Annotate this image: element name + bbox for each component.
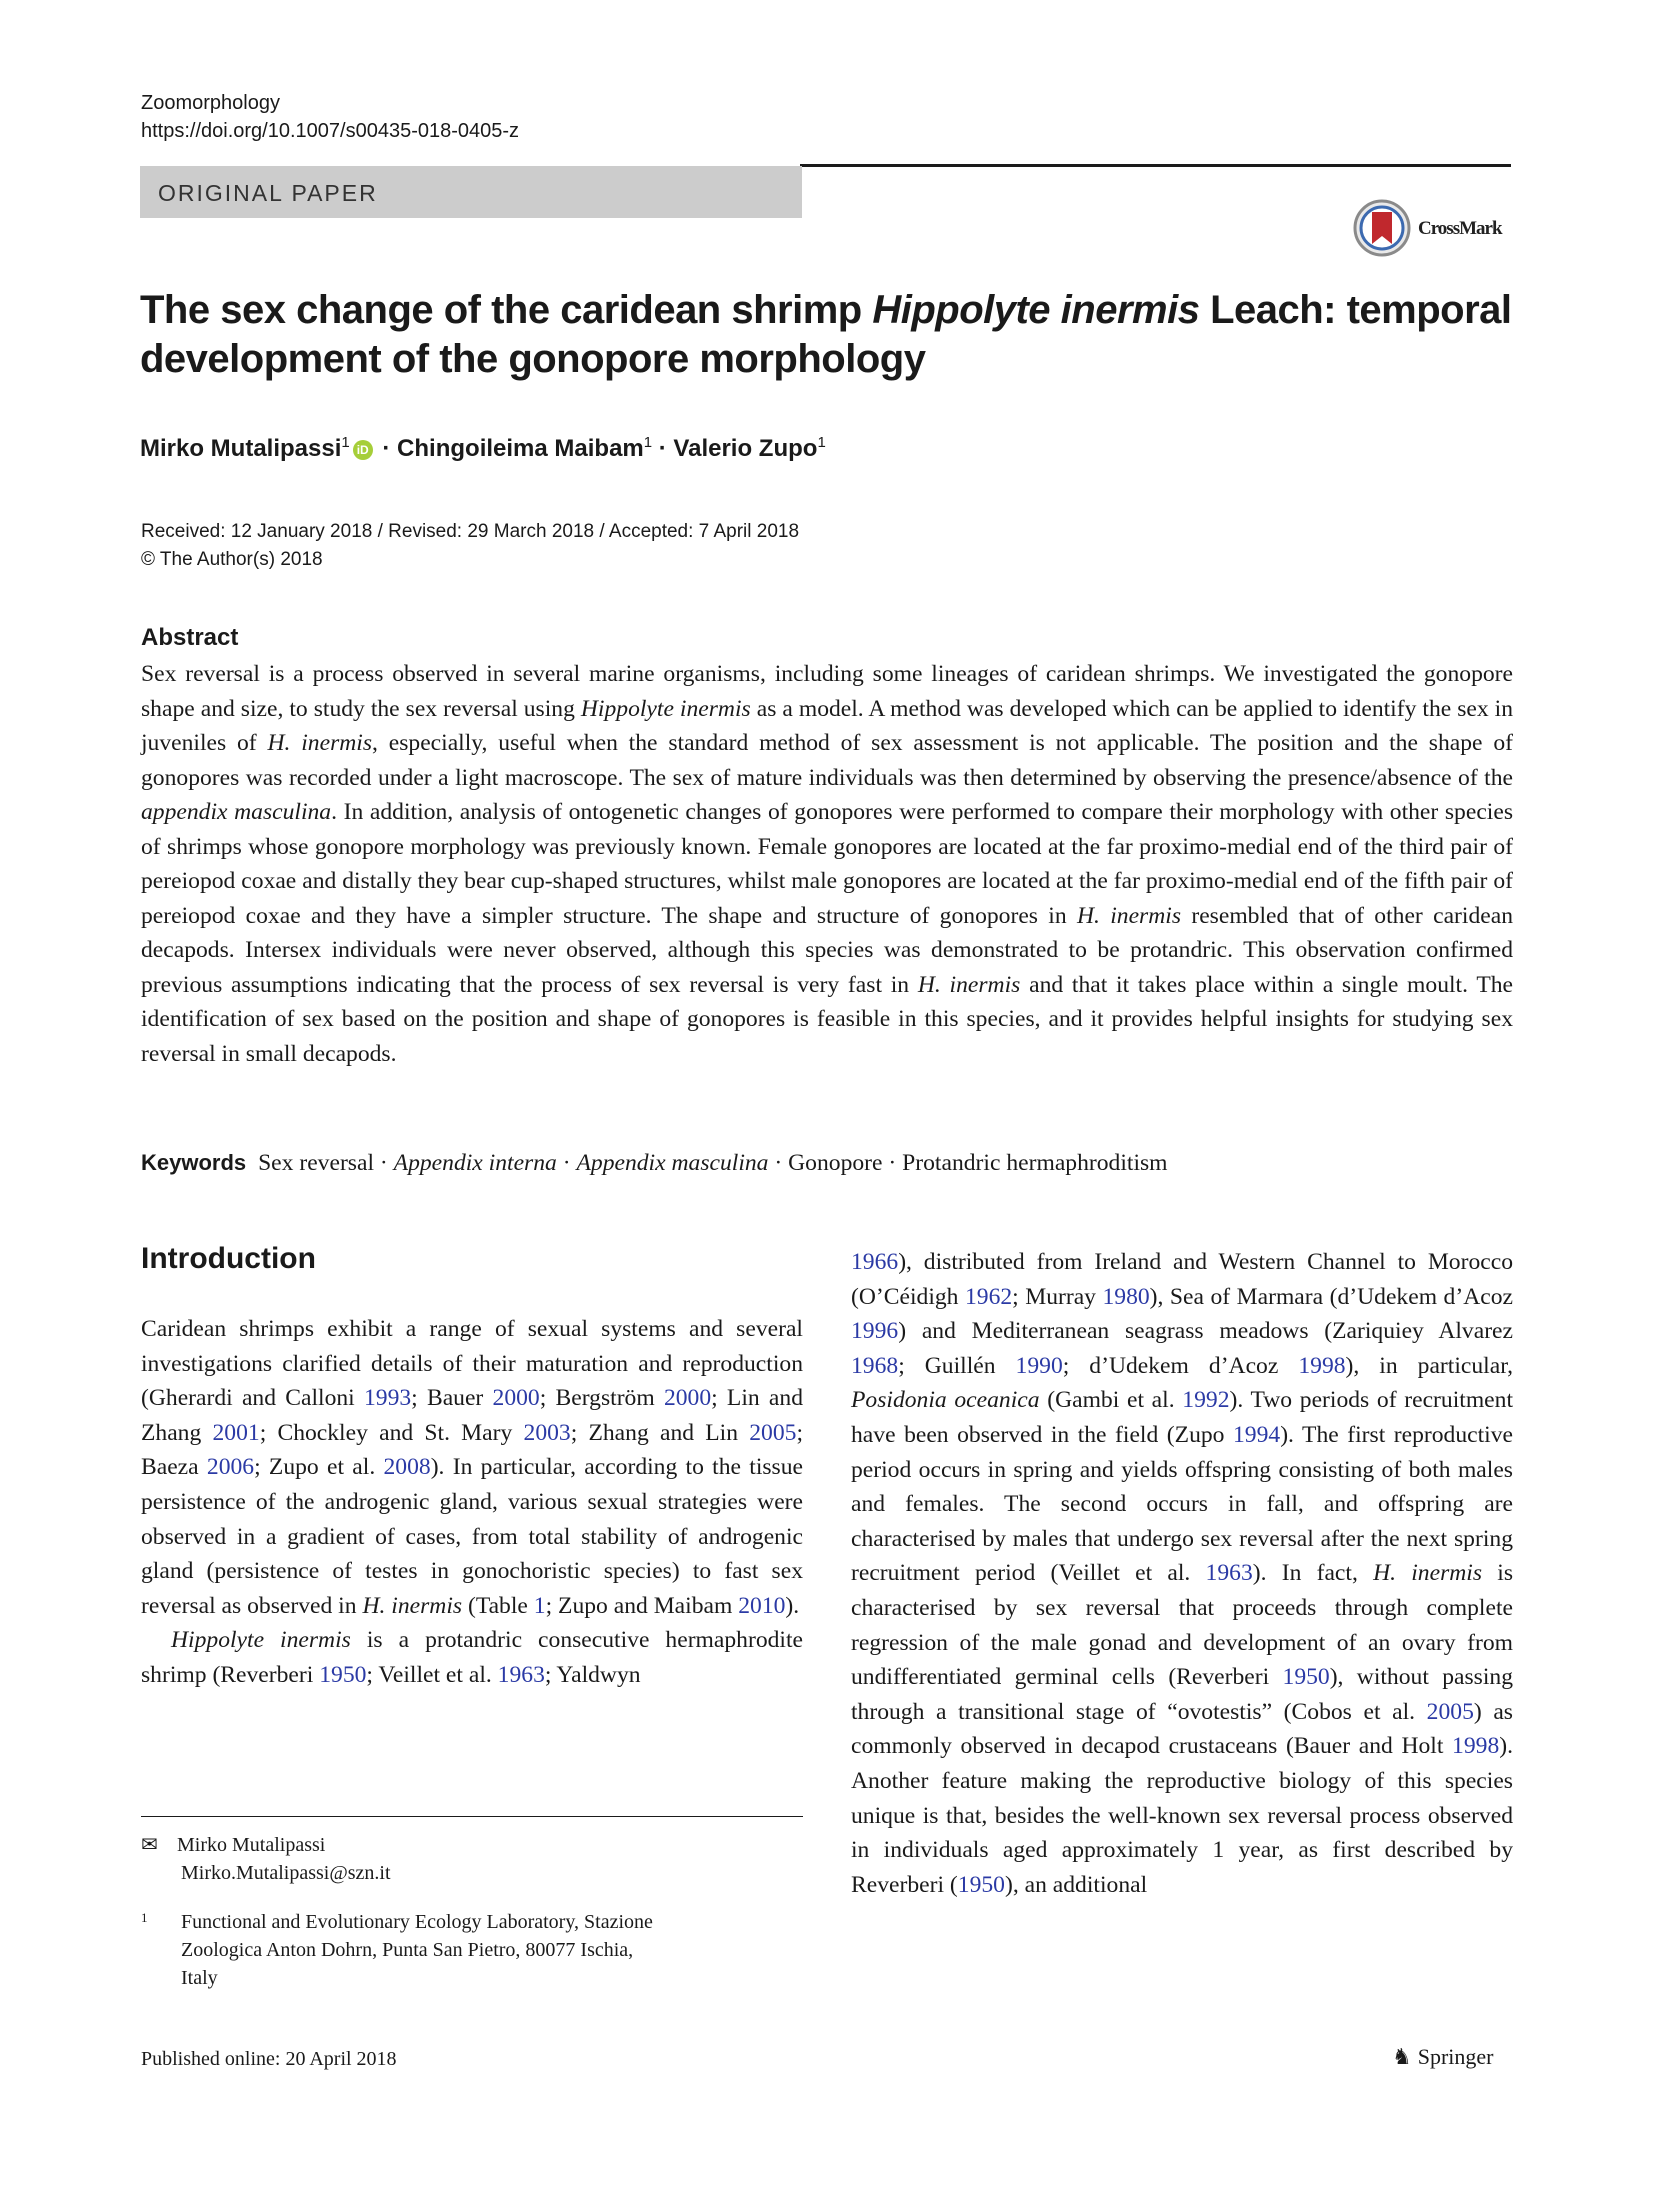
author-2[interactable]: Chingoileima Maibam$^1$ <box>397 434 653 462</box>
author-3[interactable]: Valerio Zupo$^1$ <box>673 434 826 462</box>
correspondent-name: Mirko Mutalipassi <box>177 1834 326 1856</box>
abstract-heading: Abstract <box>141 624 239 651</box>
corresponding-author <box>141 1830 391 1887</box>
keyword: Appendix masculina <box>576 1150 769 1176</box>
citation-link[interactable]: 2008 <box>383 1454 431 1481</box>
intro-paragraph-2-continued: 1966), distributed from Ireland and Western Channel to Morocco (O’Céidigh 1962; Murray 1980), Sea of Marmara (d’Udekem d’Acoz 1996) and Mediterranean seagrass meadows (Zariquiey Alvarez 1968; Guillén 1990; d’Udekem d’Acoz 1998), in particular, Posidonia oceanica (Gambi et al. 1992). Two periods of recruitment have been observed in the field (Zupo 1994). The first reproductive period occurs in spring and yields offspring consisting of both males and females. The second occurs in fall, and offspring are characterised by males that undergo sex reversal after the next spring recruitment period (Veillet et al. 1963). In fact, H. inermis is characterised by sex reversal that proceeds through complete regression of the male gonad and development of an ovary from undifferentiated germinal cells (Reverberi 1950), without passing through a transitional stage of “ovotestis” (Cobos et al. 2005) as commonly observed in decapod crustaceans (Bauer and Holt 1998). Another feature making the reproductive biology of this species unique is that, besides the well-known sex reversal process observed in individuals aged approximately 1 year, as first described by Reverberi (1950), an additional <box>851 1249 1514 1898</box>
published-online: Published online: 20 April 2018 <box>141 2048 397 2070</box>
affiliation-line: Italy <box>181 1967 218 1989</box>
citation-link[interactable]: 1950 <box>319 1661 367 1688</box>
publisher-name: Springer <box>1417 2044 1494 2069</box>
keywords-line: Keywords Sex reversal · Appendix interna · Appendix masculina · Gonopore · Protandric hermaphroditism <box>141 1150 1168 1176</box>
publisher-logo <box>1392 2044 1494 2070</box>
citation-link[interactable]: 1992 <box>1182 1387 1230 1414</box>
body-column-left <box>141 1312 803 1693</box>
citation-link[interactable]: 2001 <box>212 1419 260 1446</box>
body-column-right <box>851 1245 1513 1902</box>
orcid-icon[interactable]: iD <box>353 440 373 460</box>
crossmark-icon <box>1352 198 1412 258</box>
journal-name: Zoomorphology <box>141 92 280 114</box>
correspondent-email[interactable]: Mirko.Mutalipassi@szn.it <box>181 1862 391 1884</box>
paper-type-label: ORIGINAL PAPER <box>158 180 378 206</box>
citation-link[interactable]: 1998 <box>1452 1733 1500 1760</box>
citation-link[interactable]: 1980 <box>1102 1283 1150 1310</box>
envelope-icon: ✉ <box>141 1832 158 1856</box>
citation-link[interactable]: 1 <box>533 1592 546 1619</box>
citation-link[interactable]: 1996 <box>851 1318 899 1345</box>
springer-horse-icon: ♞ <box>1392 2045 1412 2070</box>
citation-link[interactable]: 2000 <box>663 1385 712 1412</box>
intro-paragraph-1: Caridean shrimps exhibit a range of sexual systems and several investigations clarified details of their maturation and reproduction (Gherardi and Calloni 1993; Bauer 2000; Bergström 2000; Lin and Zhang 2001; Chockley and St. Mary 2003; Zhang and Lin 2005; Baeza 2006; Zupo et al. 2008). In particular, according to the tissue persistence of the androgenic gland, various sexual strategies were observed in a gradient of cases, from total stability of androgenic gland (persistence of testes in gonochoristic species) to fast sex reversal as observed in H. inermis (Table 1; Zupo and Maibam 2010). <box>141 1316 804 1619</box>
keywords-label: Keywords <box>141 1150 247 1175</box>
keyword: Sex reversal <box>258 1150 375 1176</box>
keyword: Protandric hermaphroditism <box>902 1150 1168 1176</box>
article-dates <box>141 518 799 574</box>
author-list: Mirko Mutalipassi$^1$ iD · Chingoileima Maibam$^1$ · Valerio Zupo$^1$ <box>140 434 826 462</box>
citation-link[interactable]: 1963 <box>1205 1560 1253 1587</box>
affiliation <box>141 1908 803 1992</box>
citation-link[interactable]: 2000 <box>492 1385 540 1412</box>
section-heading-introduction: Introduction <box>141 1242 316 1275</box>
paper-type-bar <box>140 166 802 218</box>
crossmark-badge[interactable] <box>1352 198 1522 262</box>
header-rule <box>800 164 1511 167</box>
citation-link[interactable]: 1950 <box>957 1871 1005 1898</box>
journal-header <box>141 89 519 145</box>
title-species: Hippolyte inermis <box>872 288 1200 332</box>
affiliation-line: Zoologica Anton Dohrn, Punta San Pietro, 80077 Ischia, <box>181 1939 634 1961</box>
date-history: Received: 12 January 2018 / Revised: 29 March 2018 / Accepted: 7 April 2018 <box>141 521 800 542</box>
citation-link[interactable]: 2005 <box>1426 1698 1474 1725</box>
article-title <box>140 286 1520 384</box>
citation-link[interactable]: 1994 <box>1233 1421 1281 1448</box>
keyword: Gonopore <box>788 1150 883 1176</box>
citation-link[interactable]: 1950 <box>1282 1664 1330 1691</box>
copyright-line: © The Author(s) 2018 <box>141 549 323 570</box>
author-1[interactable]: Mirko Mutalipassi$^1$ <box>140 434 350 462</box>
doi-link[interactable]: https://doi.org/10.1007/s00435-018-0405-z <box>141 120 520 142</box>
citation-link[interactable]: 1968 <box>851 1352 899 1379</box>
citation-link[interactable]: 1993 <box>363 1385 412 1412</box>
intro-paragraph-2: Hippolyte inermis is a protandric consecutive hermaphrodite shrimp (Reverberi 1950; Veillet et al. 1963; Yaldwyn <box>141 1627 804 1688</box>
citation-link[interactable]: 2010 <box>738 1592 786 1619</box>
title-part-1: The sex change of the caridean shrimp <box>140 288 873 332</box>
affiliation-number: 1 <box>141 1910 148 1925</box>
footnote-rule <box>141 1816 803 1817</box>
citation-link[interactable]: 2003 <box>523 1419 571 1446</box>
title-part-2: Leach: temporal development of the gonopore morphology <box>140 288 1512 381</box>
citation-link[interactable]: 1990 <box>1015 1352 1063 1379</box>
citation-link[interactable]: 2005 <box>749 1419 797 1446</box>
abstract-body: Sex reversal is a process observed in several marine organisms, including some lineages of caridean shrimps. We investigated the gonopore shape and size, to study the sex reversal using Hippolyte inermis as a model. A method was developed which can be applied to identify the sex in juveniles of H. inermis, especially, useful when the standard method of sex assessment is not applicable. The position and the shape of gonopores was recorded under a light macroscope. The sex of mature individuals was then determined by observing the presence/absence of the appendix masculina. In addition, analysis of ontogenetic changes of gonopores were performed to compare their morphology with other species of shrimps whose gonopore morphology was previously known. Female gonopores are located at the far proximo-medial end of the third pair of pereiopod coxae and distally they bear cup-shaped structures, whilst male gonopores are located at the far proximo-medial end of the fifth pair of pereiopod coxae and they have a simpler structure. The shape and structure of gonopores in H. inermis resembled that of other caridean decapods. Intersex individuals were never observed, although this species was demonstrated to be protandric. This observation confirmed previous assumptions indicating that the process of sex reversal is very fast in H. inermis and that it takes place within a single moult. The identification of sex based on the position and shape of gonopores is feasible in this species, and it provides helpful insights for studying sex reversal in small decapods. <box>141 661 1514 1067</box>
crossmark-label: CrossMark <box>1418 218 1502 239</box>
citation-link[interactable]: 1966 <box>851 1249 899 1275</box>
citation-link[interactable]: 1962 <box>964 1283 1013 1310</box>
keyword: Appendix interna <box>393 1150 557 1176</box>
affiliation-line: Functional and Evolutionary Ecology Laboratory, Stazione <box>181 1911 653 1933</box>
citation-link[interactable]: 1998 <box>1298 1352 1346 1379</box>
citation-link[interactable]: 1963 <box>497 1661 545 1688</box>
citation-link[interactable]: 2006 <box>206 1454 255 1481</box>
